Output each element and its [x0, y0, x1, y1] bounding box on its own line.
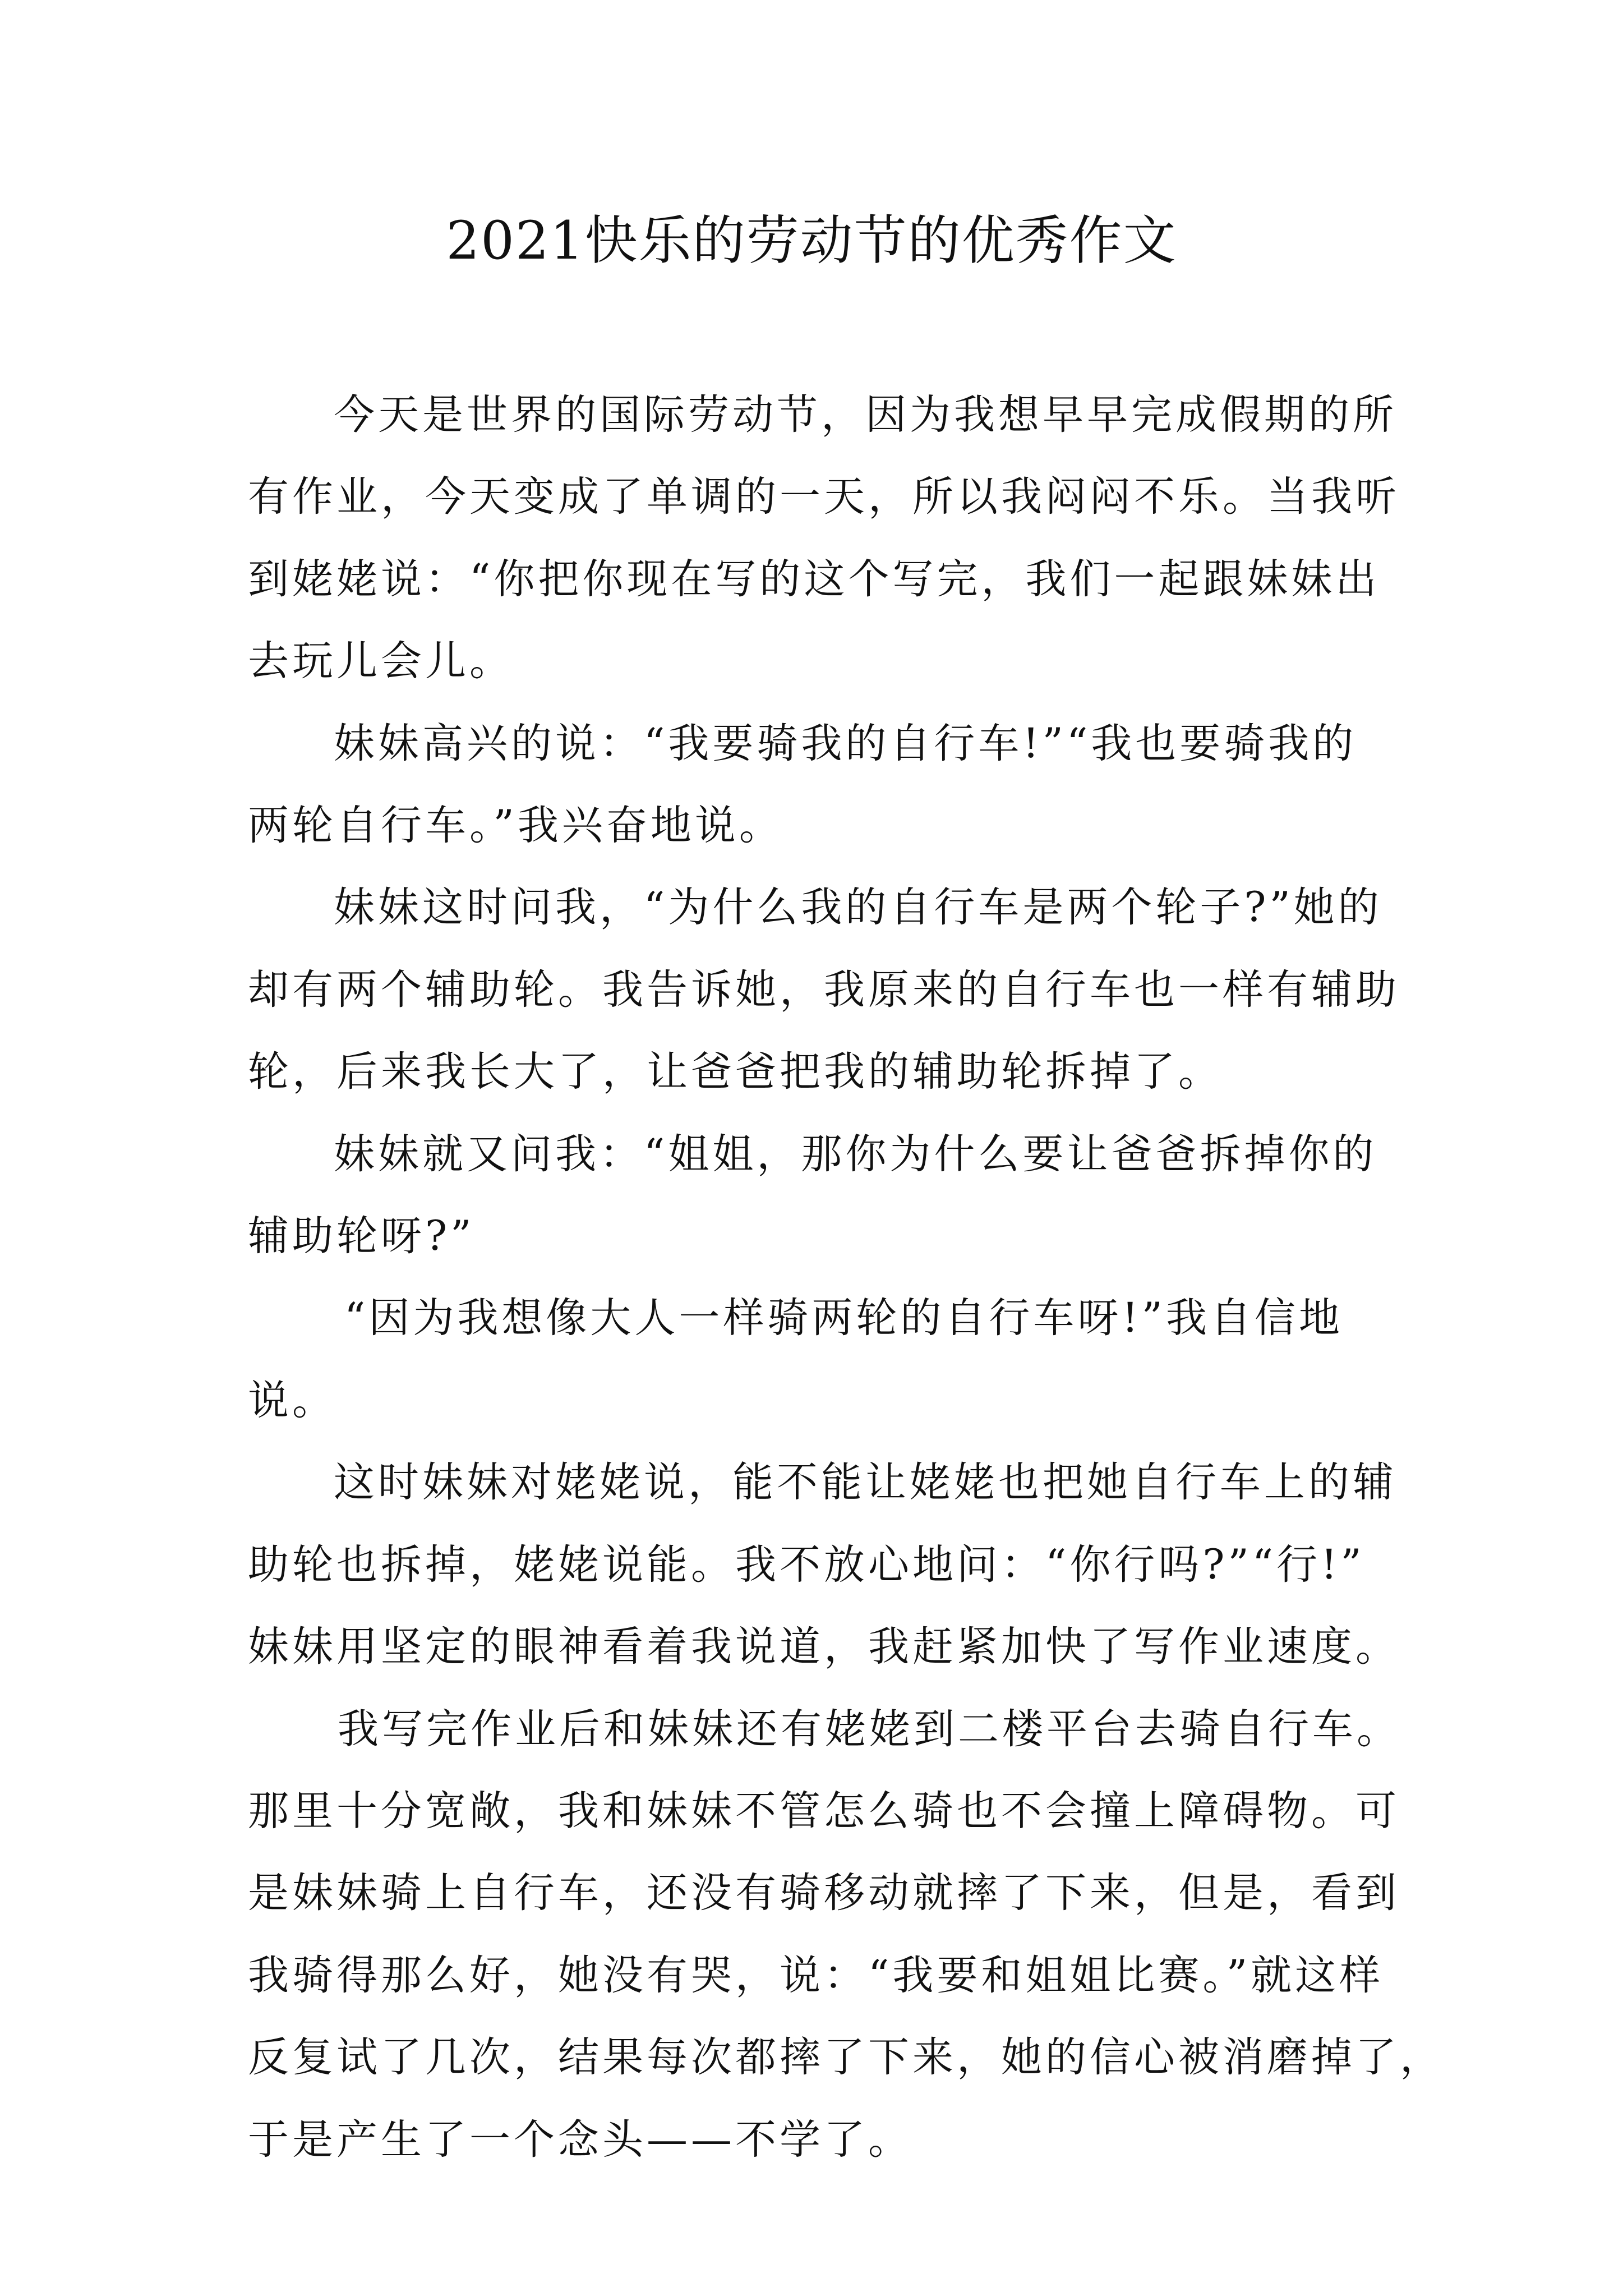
text-line: 我骑得那么好，她没有哭，说：“我要和姐姐比赛。”就这样	[248, 1952, 1384, 1999]
text-line: 妹妹用坚定的眼神看着我说道，我赶紧加快了写作业速度。	[248, 1623, 1400, 1671]
text-line: 却有两个辅助轮。我告诉她，我原来的自行车也一样有辅助	[248, 966, 1400, 1014]
text-line: 轮，后来我长大了，让爸爸把我的辅助轮拆掉了。	[248, 1048, 1223, 1096]
text-line: 助轮也拆掉，姥姥说能。我不放心地问：“你行吗?”“行!”	[248, 1541, 1365, 1589]
text-line: 说。	[248, 1377, 336, 1424]
text-line: 辅助轮呀?”	[248, 1212, 475, 1260]
text-line: 妹妹这时问我，“为什么我的自行车是两个轮子?”她的	[334, 884, 1382, 931]
text-line: 今天是世界的国际劳动节，因为我想早早完成假期的所	[334, 391, 1397, 439]
text-line: 去玩儿会儿。	[248, 637, 514, 685]
text-line: “因为我想像大人一样骑两轮的自行车呀!”我自信地	[344, 1294, 1343, 1342]
document-title: 2021快乐的劳动节的优秀作文	[446, 210, 1177, 272]
text-line: 到姥姥说：“你把你现在写的这个写完，我们一起跟妹妹出	[248, 555, 1380, 603]
text-line: 反复试了几次，结果每次都摔了下来，她的信心被消磨掉了，	[248, 2033, 1444, 2081]
text-line: 这时妹妹对姥姥说，能不能让姥姥也把她自行车上的辅	[334, 1458, 1397, 1506]
text-line: 妹妹高兴的说：“我要骑我的自行车!”“我也要骑我的	[334, 720, 1357, 767]
text-line: 那里十分宽敞，我和妹妹不管怎么骑也不会撞上障碍物。可	[248, 1787, 1400, 1835]
text-line: 是妹妹骑上自行车，还没有骑移动就摔了下来，但是，看到	[248, 1869, 1400, 1917]
text-line: 有作业，今天变成了单调的一天，所以我闷闷不乐。当我听	[248, 473, 1400, 521]
text-line: 我写完作业后和妹妹还有姥姥到二楼平台去骑自行车。	[338, 1705, 1401, 1753]
text-line: 于是产生了一个念头——不学了。	[248, 2116, 912, 2164]
text-line: 两轮自行车。”我兴奋地说。	[248, 802, 783, 849]
text-line: 妹妹就又问我：“姐姐，那你为什么要让爸爸拆掉你的	[334, 1130, 1377, 1178]
